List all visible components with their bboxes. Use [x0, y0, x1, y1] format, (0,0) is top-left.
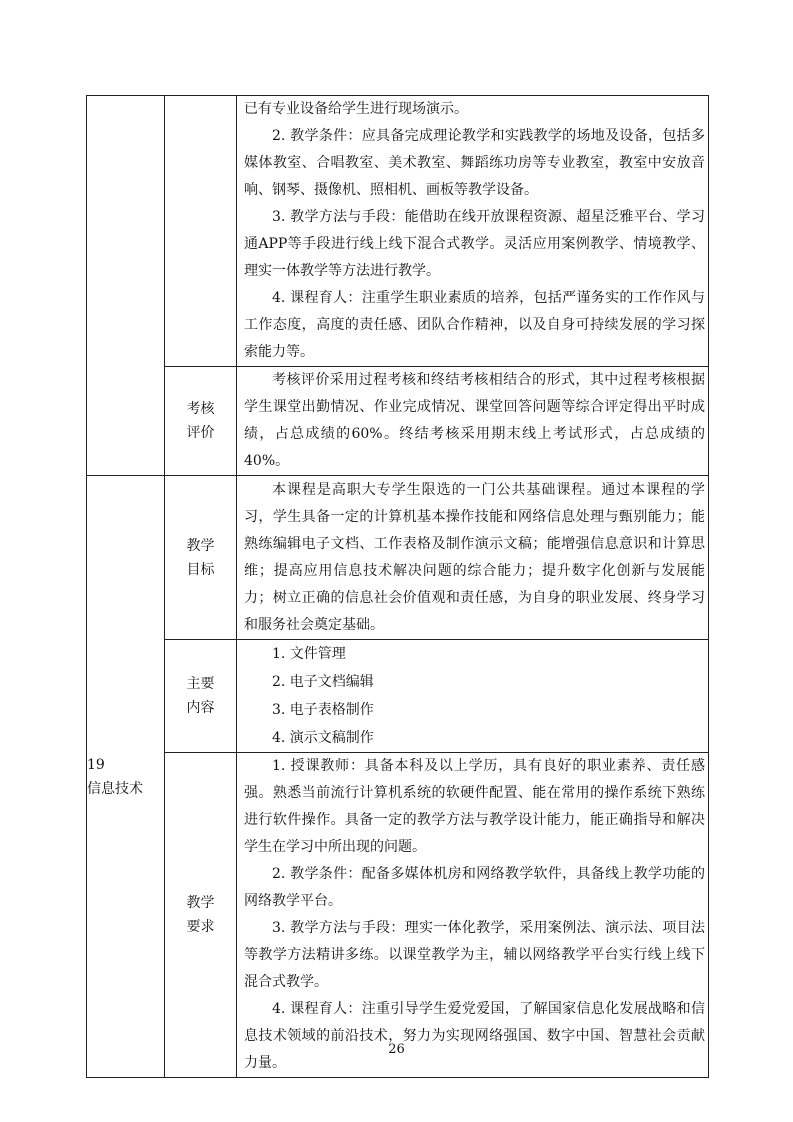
page-number: 26	[388, 1042, 405, 1057]
goals-text: 本课程是高职大专学生限选的一门公共基础课程。通过本课程的学习，学生具备一定的计算机基本操作技能和网络信息处理与甄别能力；能熟练编辑电子文档、工作表格及制作演示文稿；能增强信息意识和计算思维；提高应用信息技术解决问题的综合能力；提升数字化创新与发展能力；树立正确的信息社会价值观和责任感，为自身的职业发展、终身学习和服务社会奠定基础。	[244, 481, 705, 633]
course-name: 信息技术	[87, 780, 143, 797]
requirements-label: 教学要求	[186, 895, 215, 935]
list-item: 3. 电子表格制作	[272, 702, 374, 718]
assessment-label: 考核评价	[186, 401, 215, 441]
goals-label: 教学目标	[186, 537, 215, 578]
content-label: 主要内容	[186, 676, 215, 716]
content-cell	[237, 640, 709, 753]
table-row	[87, 640, 709, 753]
course-cell	[87, 476, 165, 1078]
content-label-cell	[165, 640, 237, 753]
requirements-cell	[237, 753, 709, 1078]
requirements-paragraph: 已有专业设备给学生进行现场演示。	[244, 101, 468, 117]
course-number: 19	[87, 756, 105, 773]
requirements-label-cell	[165, 753, 237, 1078]
goals-cell	[237, 476, 709, 640]
prev-course-cell	[87, 96, 165, 476]
requirements-paragraph: 1. 授课教师：具备本科及以上学历，具有良好的职业素养、责任感强。熟悉当前流行计算机系统的软硬件配置、能在常用的操作系统下熟练进行软件操作。具备一定的教学方法与教学设计能力，能正确指导和解决学生在学习中所出现的问题。	[244, 758, 705, 855]
course-table	[86, 95, 709, 1078]
assessment-text: 考核评价采用过程考核和终结考核相结合的形式，其中过程考核根据学生课堂出勤情况、作业完成情况、课堂回答问题等综合评定得出平时成绩，占总成绩的60%。终结考核采用期末线上考试形式，占总成绩的40%。	[244, 372, 705, 469]
requirements-paragraph: 3. 教学方法与手段：能借助在线开放课程资源、超星泛雅平台、学习通APP等手段进行线上线下混合式教学。灵活应用案例教学、情境教学、理实一体教学等方法进行教学。	[244, 209, 705, 279]
prev-requirements-cell	[237, 96, 709, 367]
table-row	[87, 753, 709, 1078]
table-row	[87, 96, 709, 367]
list-item: 4. 演示文稿制作	[272, 730, 374, 746]
requirements-paragraph: 4. 课程育人：注重引导学生爱党爱国，了解国家信息化发展战略和信息技术领域的前沿技术，努力为实现网络强国、数字中国、智慧社会贡献力量。	[244, 1001, 705, 1071]
list-item: 2. 电子文档编辑	[272, 674, 374, 690]
table-row	[87, 476, 709, 640]
requirements-paragraph: 2. 教学条件：配备多媒体机房和网络教学软件，具备线上教学功能的网络教学平台。	[244, 866, 705, 909]
assessment-label-cell	[165, 367, 237, 476]
list-item: 1. 文件管理	[272, 646, 346, 662]
assessment-cell	[237, 367, 709, 476]
table-row	[87, 367, 709, 476]
prev-requirements-label-cell	[165, 96, 237, 367]
requirements-paragraph: 2. 教学条件：应具备完成理论教学和实践教学的场地及设备，包括多媒体教室、合唱教室、美术教室、舞蹈练功房等专业教室，教室中安放音响、钢琴、摄像机、照相机、画板等教学设备。	[244, 128, 705, 198]
requirements-paragraph: 3. 教学方法与手段：理实一体化教学，采用案例法、演示法、项目法等教学方法精讲多练。以课堂教学为主，辅以网络教学平台实行线上线下混合式教学。	[244, 920, 705, 990]
requirements-paragraph: 4. 课程育人：注重学生职业素质的培养，包括严谨务实的工作作风与工作态度，高度的责任感、团队合作精神，以及自身可持续发展的学习探索能力等。	[244, 290, 705, 360]
goals-label-cell	[165, 476, 237, 640]
